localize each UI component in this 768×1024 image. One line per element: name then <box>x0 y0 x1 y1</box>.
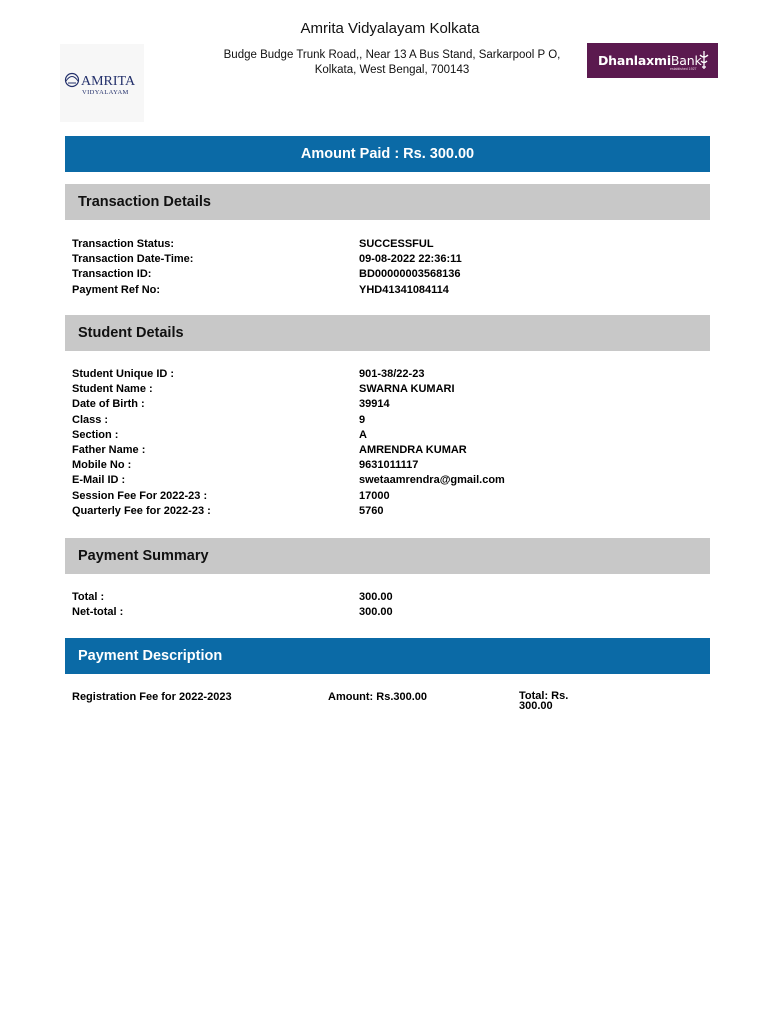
detail-label: Quarterly Fee for 2022-23 : <box>72 504 211 517</box>
student-details-list <box>72 367 692 519</box>
payment-summary-heading: Payment Summary <box>65 538 710 574</box>
detail-label: Transaction Date-Time: <box>72 253 194 266</box>
detail-value: 901-38/22-23 <box>359 368 425 380</box>
detail-row <box>72 458 692 473</box>
bank-logo-subtext: established 1927 <box>670 67 697 71</box>
transaction-details-list <box>72 237 692 298</box>
school-logo <box>60 44 144 122</box>
detail-row <box>72 443 692 458</box>
detail-label: Class : <box>72 413 109 426</box>
detail-value: SUCCESSFUL <box>359 238 434 250</box>
detail-label: Section : <box>72 428 119 441</box>
detail-label: Total : <box>72 591 105 603</box>
detail-row <box>72 590 692 605</box>
detail-label: Net-total : <box>72 606 124 619</box>
detail-row <box>72 267 692 282</box>
bank-emblem-icon <box>698 50 710 70</box>
detail-label: E-Mail ID : <box>72 474 126 487</box>
detail-row <box>72 489 692 504</box>
bank-logo <box>587 43 718 78</box>
detail-value: A <box>359 428 367 441</box>
transaction-details-heading: Transaction Details <box>65 184 710 220</box>
detail-value: SWARNA KUMARI <box>359 383 455 396</box>
receipt-header <box>0 0 768 125</box>
detail-row <box>72 473 692 488</box>
detail-row <box>72 237 692 252</box>
detail-row <box>72 252 692 267</box>
school-logo-text: AMRITA <box>81 74 136 89</box>
school-emblem-icon <box>63 69 141 97</box>
detail-row <box>72 283 692 298</box>
payment-description-heading: Payment Description <box>65 638 710 674</box>
description-total: Total: Rs. 300.00 <box>519 690 569 712</box>
detail-label: Session Fee For 2022-23 : <box>72 489 208 502</box>
detail-value: 17000 <box>359 489 390 502</box>
bank-logo-text-bold: Dhanlaxmi <box>598 53 671 68</box>
detail-row <box>72 428 692 443</box>
detail-row <box>72 382 692 397</box>
payment-summary-list <box>72 590 692 620</box>
detail-label: Date of Birth : <box>72 398 145 411</box>
detail-value: swetaamrendra@gmail.com <box>359 474 505 487</box>
detail-row <box>72 605 692 620</box>
detail-row <box>72 413 692 428</box>
detail-label: Father Name : <box>72 443 146 456</box>
detail-row <box>72 397 692 412</box>
detail-label: Transaction Status: <box>72 238 175 250</box>
school-address: Budge Budge Trunk Road,, Near 13 A Bus Stand, Sarkarpool P O, Kolkata, West Bengal, 700143 <box>223 49 561 76</box>
detail-label: Transaction ID: <box>72 268 152 281</box>
detail-value: 300.00 <box>359 591 393 603</box>
detail-label: Student Name : <box>72 383 153 396</box>
detail-label: Mobile No : <box>72 459 132 472</box>
school-name: Amrita Vidyalayam Kolkata <box>300 20 480 37</box>
amount-paid-banner: Amount Paid : Rs. 300.00 <box>65 136 710 172</box>
detail-row <box>72 367 692 382</box>
detail-value: 09-08-2022 22:36:11 <box>359 253 462 266</box>
school-logo-subtext: VIDYALAYAM <box>82 89 129 96</box>
description-amount: Amount: Rs.300.00 <box>328 691 428 703</box>
detail-label: Student Unique ID : <box>72 368 175 380</box>
payment-description-row <box>72 691 692 721</box>
bank-logo-text-light: Bank <box>670 53 702 68</box>
detail-value: 9 <box>359 413 366 426</box>
student-details-heading: Student Details <box>65 315 710 351</box>
detail-value: 300.00 <box>359 606 393 619</box>
detail-value: BD00000003568136 <box>359 268 461 281</box>
bank-logo-text <box>598 53 702 68</box>
description-item: Registration Fee for 2022-2023 <box>72 691 232 703</box>
detail-value: 9631011117 <box>359 459 419 472</box>
detail-value: 5760 <box>359 504 384 517</box>
detail-value: AMRENDRA KUMAR <box>359 443 467 456</box>
detail-value: YHD41341084114 <box>359 283 449 296</box>
detail-row <box>72 504 692 519</box>
detail-label: Payment Ref No: <box>72 283 161 296</box>
detail-value: 39914 <box>359 398 390 411</box>
